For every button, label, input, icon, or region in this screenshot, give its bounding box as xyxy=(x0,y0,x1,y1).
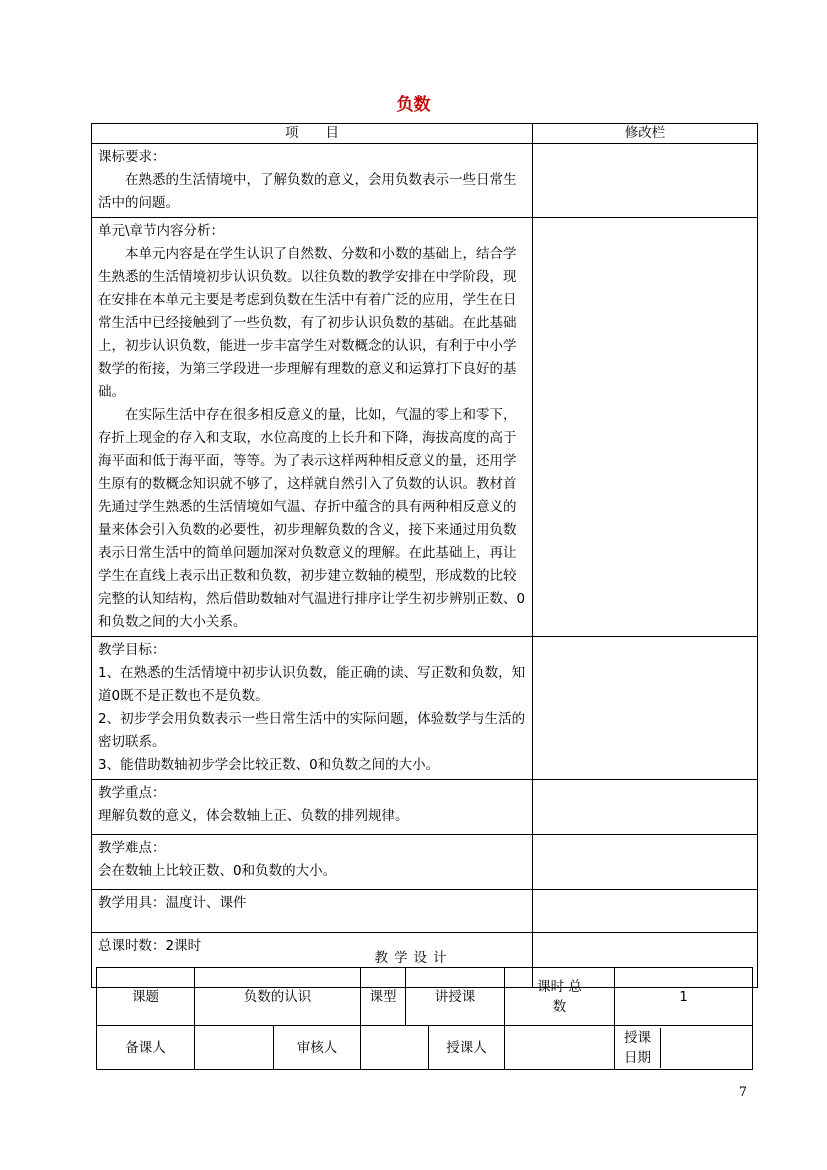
section-text: 在熟悉的生活情境中，了解负数的意义，会用负数表示一些日常生活中的问题。 xyxy=(98,172,517,211)
preparer-label: 备课人 xyxy=(97,1026,195,1070)
section-label: 教学目标： xyxy=(98,642,166,658)
date-value[interactable] xyxy=(661,1028,752,1068)
design-row-people xyxy=(97,1026,753,1070)
table-header-row xyxy=(92,124,758,144)
revise-cell[interactable] xyxy=(533,218,758,637)
page-number: 7 xyxy=(738,1085,747,1100)
section-line: 2、初步学会用负数表示一些日常生活中的实际问题，体验数学与生活的密切联系。 xyxy=(98,711,526,750)
section-tools xyxy=(92,890,758,933)
section-line: 3、能借助数轴初步学会比较正数、0和负数之间的大小。 xyxy=(98,757,440,773)
date-label xyxy=(615,1028,661,1068)
section-label: 教学难点： xyxy=(98,840,166,856)
date-cell xyxy=(615,1026,753,1070)
section-label: 教学用具：温度计、课件 xyxy=(98,895,247,911)
lesson-plan-table xyxy=(91,123,758,988)
section-label: 总课时数：2课时 xyxy=(98,938,202,954)
header-revise: 修改栏 xyxy=(533,124,758,144)
teacher-value[interactable] xyxy=(505,1026,615,1070)
section-label: 课标要求： xyxy=(98,149,166,165)
hours-label xyxy=(505,968,615,1026)
section-text: 本单元内容是在学生认识了自然数、分数和小数的基础上，结合学生熟悉的生活情境初步认识负数。以往负数的教学安排在中学阶段，现在安排在本单元主要是考虑到负数在生活中有着广泛的应用，学生在日常生活中已经接触到了一些负数，有了初步认识负数的基础。在此基础上，初步认识负数，能进一步丰富学生对数概念的认识，有利于中小学数学的衔接，为第三学段进一步理解有理数的意义和运算打下良好的基础。 xyxy=(98,246,517,400)
preparer-value[interactable] xyxy=(195,1026,274,1070)
revise-cell[interactable] xyxy=(533,637,758,780)
revise-cell[interactable] xyxy=(533,890,758,933)
hours-value[interactable]: 1 xyxy=(615,968,753,1026)
section-text: 在实际生活中存在很多相反意义的量，比如，气温的零上和零下，存折上现金的存入和支取，水位高度的上长升和下降，海拔高度的高于海平面和低于海平面，等等。为了表示这样两种相反意义的量，还用学生原有的数概念知识就不够了，这样就自然引入了负数的认识。教材首先通过学生熟悉的生活情境如气温、存折中蕴含的具有两种相反意义的量来体会引入负数的必要性，初步理解负数的含义，接下来通过用负数表示日常生活中的简单问题加深对负数意义的理解。在此基础上，再让学生在直线上表示出正数和负数，初步建立数轴的模型，形成数的比较完整的认知结构，然后借助数轴对气温进行排序让学生初步辨别正数、0和负数之间的大小关系。 xyxy=(98,407,526,630)
section-difficulties xyxy=(92,835,758,890)
revise-cell[interactable] xyxy=(533,144,758,218)
topic-value[interactable]: 负数的认识 xyxy=(195,968,361,1026)
section-line: 理解负数的意义，体会数轴上正、负数的排列规律。 xyxy=(98,808,409,824)
date-label-line: 日期 xyxy=(624,1049,652,1066)
revise-cell[interactable] xyxy=(533,835,758,890)
section-standard xyxy=(92,144,758,218)
section-analysis xyxy=(92,218,758,637)
hours-label-line: 数 xyxy=(552,998,567,1015)
reviewer-label: 审核人 xyxy=(274,1026,361,1070)
design-heading: 教学设计 xyxy=(374,950,453,966)
header-item: 项 目 xyxy=(92,124,533,144)
page-title: 负数 xyxy=(396,95,431,115)
section-label: 单元\章节内容分析： xyxy=(98,223,225,239)
design-table xyxy=(96,967,753,1070)
topic-label: 课题 xyxy=(97,968,195,1026)
teacher-label: 授课人 xyxy=(429,1026,505,1070)
section-label: 教学重点： xyxy=(98,785,166,801)
section-line: 会在数轴上比较正数、0和负数的大小。 xyxy=(98,863,337,879)
section-line: 1、在熟悉的生活情境中初步认识负数，能正确的读、写正数和负数，知道0既不是正数也不是负数。 xyxy=(98,665,526,704)
revise-cell[interactable] xyxy=(533,780,758,835)
section-key-points xyxy=(92,780,758,835)
design-row-topic xyxy=(97,968,753,1026)
type-value[interactable]: 讲授课 xyxy=(406,968,505,1026)
date-label-line: 授课 xyxy=(624,1029,652,1046)
hours-label-line: 课时 总 xyxy=(537,978,582,995)
type-label: 课型 xyxy=(361,968,406,1026)
section-objectives xyxy=(92,637,758,780)
reviewer-value[interactable] xyxy=(361,1026,429,1070)
